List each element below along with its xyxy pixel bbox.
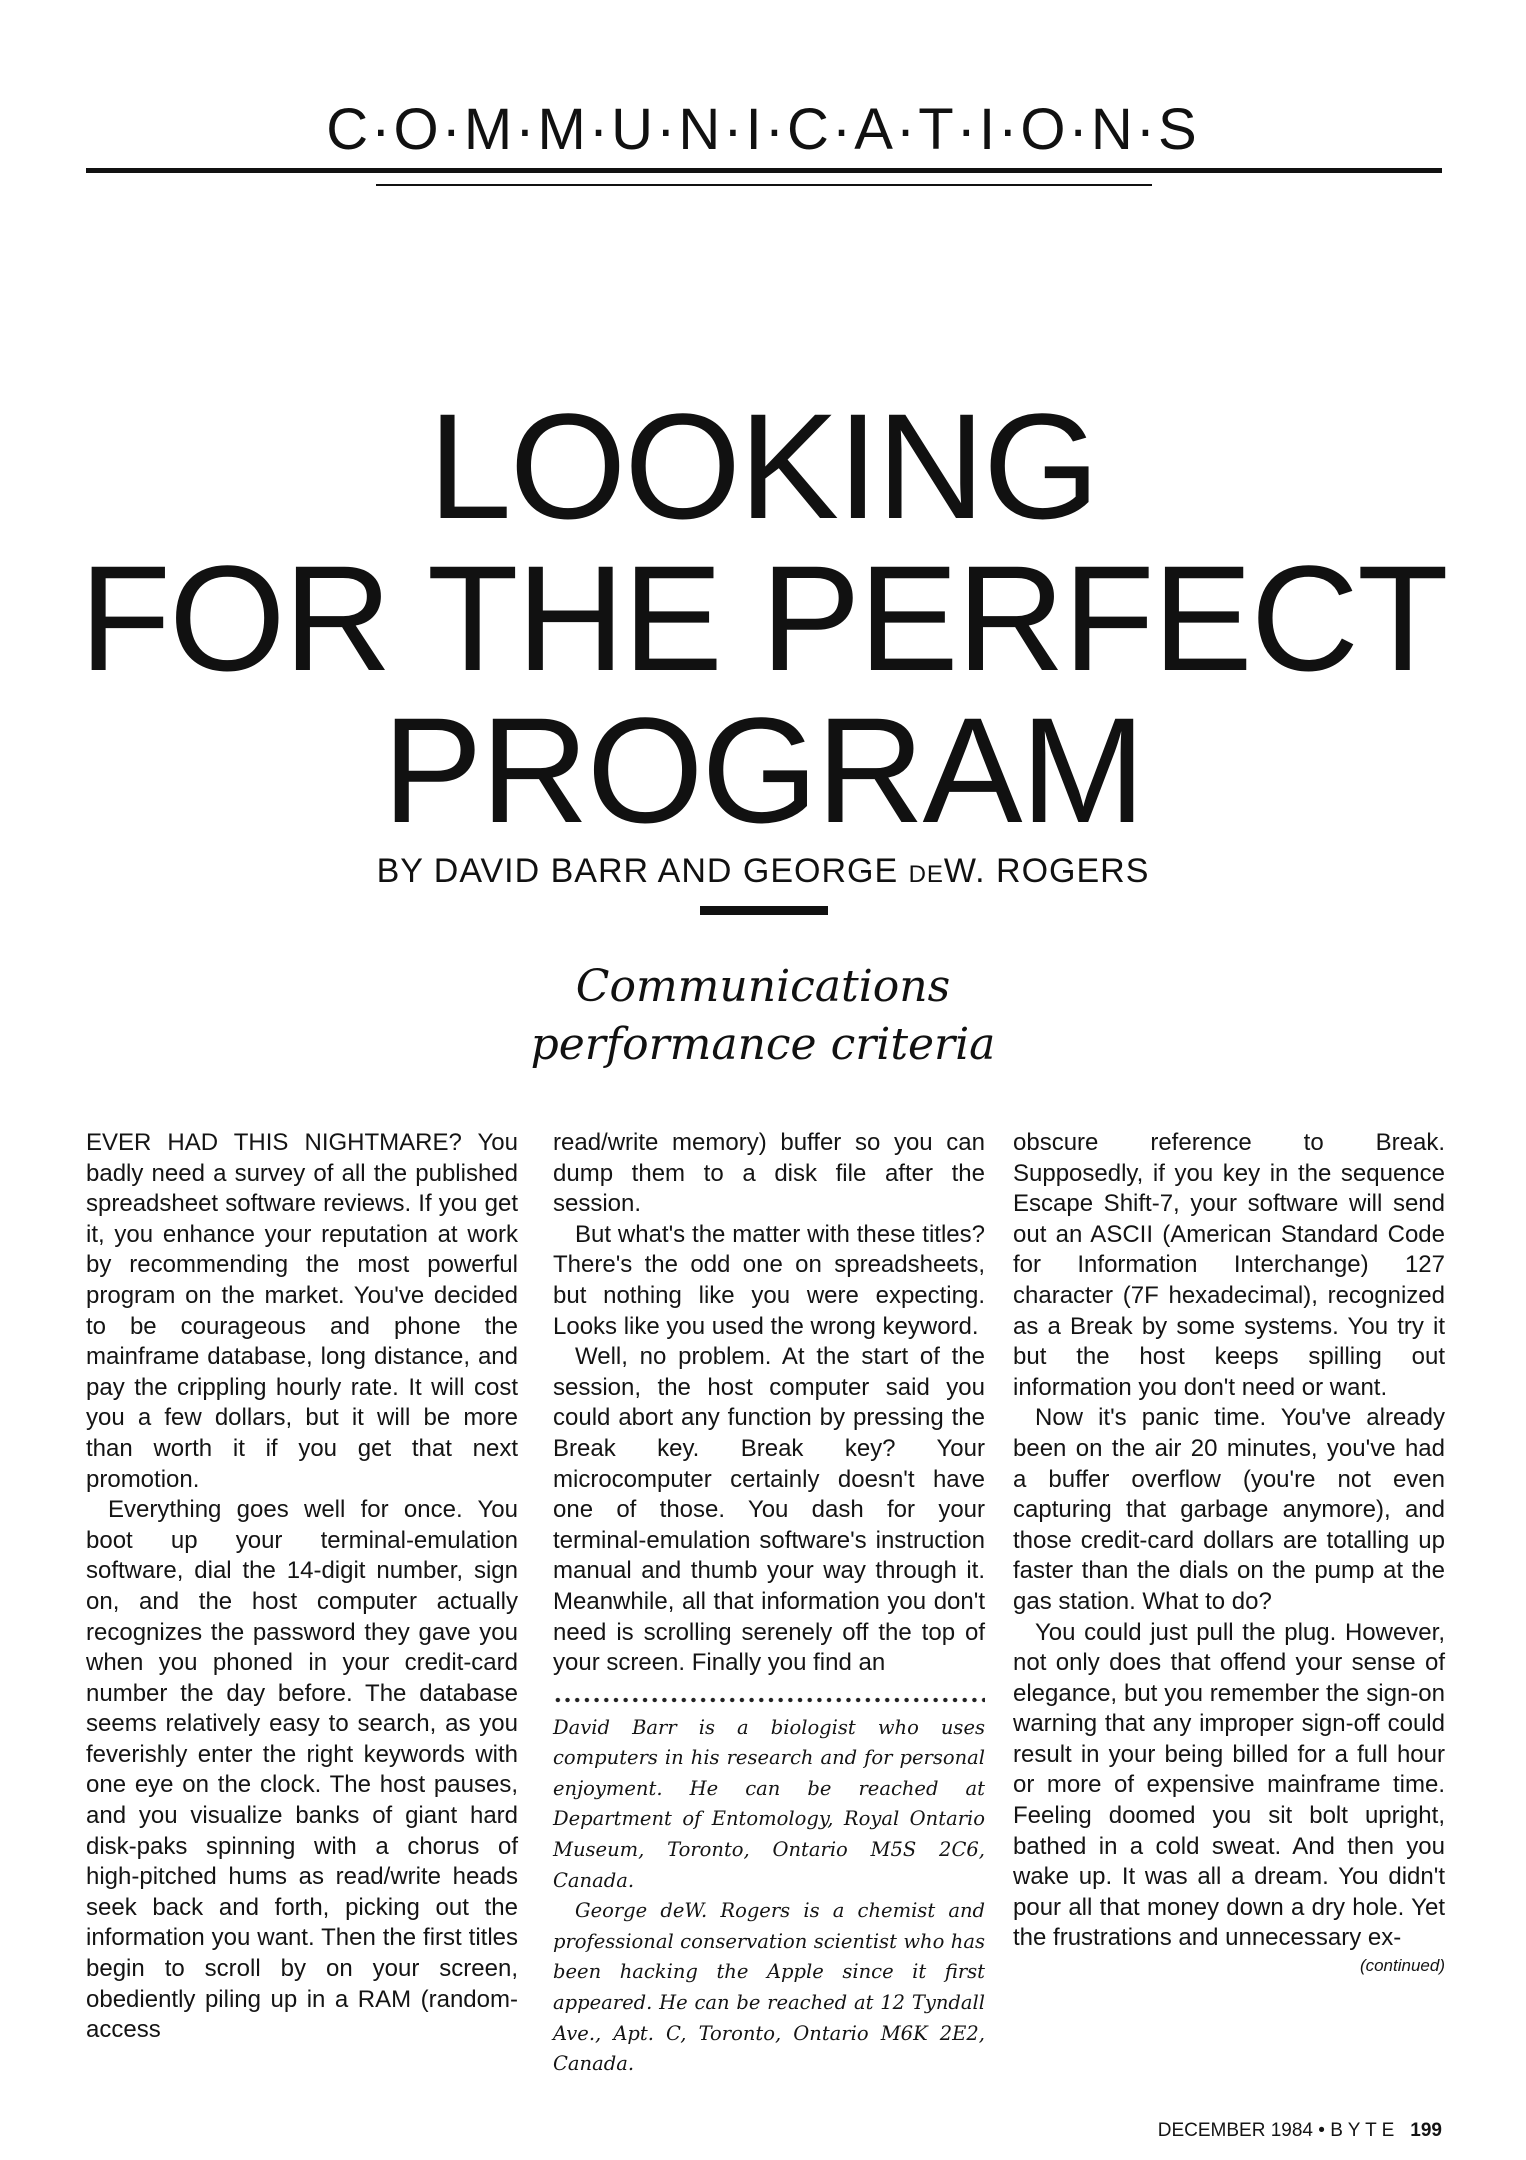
body-column-1 bbox=[86, 1128, 518, 2046]
paragraph: Everything goes well for once. You boot up your terminal-emulation software, dial the 14-digit number, sign on, and the host computer actually recognizes the password they gave you when you phoned in your credit-card number the day before. The database seems relatively easy to search, as you feverishly enter the right keywords with one eye on the clock. The host pauses, and you visualize banks of giant hard disk-paks spinning with a chorus of high-pitched hums as read/write heads seek back and forth, picking out the information you want. Then the first titles begin to scroll by on your screen, obediently piling up in a RAM (random-access bbox=[86, 1496, 518, 2044]
deck-line-1: Communications bbox=[575, 961, 951, 1012]
header-rule-thin bbox=[376, 184, 1152, 186]
paragraph: EVER HAD THIS NIGHTMARE? You badly need a survey of all the published spreadsheet software reviews. If you get it, you enhance your reputation at work by recommending the most powerful program on the market. You've decided to be courageous and phone the mainframe database, long distance, and pay the crippling hourly rate. It will cost you a few dollars, but it will be more than worth it if you get that next promotion. bbox=[86, 1129, 518, 1493]
title-line-1: LOOKING bbox=[428, 382, 1098, 550]
paragraph: But what's the matter with these titles? There's the odd one on spreadsheets, but nothing like you were expecting. Looks like you used the wrong keyword. bbox=[553, 1220, 985, 1340]
paragraph: You could just pull the plug. However, not only does that offend your sense of elegance, but you remember the sign-on warning that any improper sign-off could result in your being billed for a full hour or more of expensive mainframe time. Feeling doomed you sit bolt upright, bathed in a cold sweat. And then you wake up. It was all a dream. You didn't pour all that money down a dry hole. Yet the frustrations and unnecessary ex- bbox=[1013, 1618, 1445, 1952]
article-title bbox=[0, 382, 1526, 854]
author-bio-barr: David Barr is a biologist who uses computers in his research and for personal enjoyment. He can be reached at Department of Entomology, Royal Ontario Museum, Toronto, Ontario M5S 2C6, Canada. bbox=[553, 1715, 985, 1892]
deck-line-2: performance criteria bbox=[530, 1019, 996, 1070]
title-line-3: PROGRAM bbox=[382, 686, 1144, 854]
page-number: 199 bbox=[1410, 2120, 1442, 2141]
section-header: C·O·M·M·U·N·I·C·A·T·I·O·N·S bbox=[326, 97, 1200, 162]
body-column-3 bbox=[1013, 1128, 1445, 1978]
body-column-2 bbox=[553, 1128, 985, 2080]
dotted-separator bbox=[553, 1697, 985, 1703]
header-rule-thick bbox=[86, 168, 1442, 173]
byline-divider bbox=[700, 906, 828, 915]
title-line-2: FOR THE PERFECT bbox=[79, 534, 1447, 702]
paragraph: obscure reference to Break. Supposedly, if you key in the sequence Escape Shift-7, your software will send out an ASCII (American Standard Code for Information Interchange) 127 character (7F hexadecimal), recognized as a Break by some systems. You try it but the host keeps spilling out information you don't need or want. bbox=[1013, 1129, 1445, 1401]
continued-label: (continued) bbox=[1359, 1956, 1445, 1976]
paragraph: Well, no problem. At the start of the session, the host computer said you could abort any function by pressing the Break key. Break key? Your microcomputer certainly doesn't have one of those. You dash for your terminal-emulation software's instruction manual and thumb your way through it. Meanwhile, all that information you don't need is scrolling serenely off the top of your screen. Finally you find an bbox=[553, 1343, 985, 1677]
author-bio-rogers: George deW. Rogers is a chemist and professional conservation scientist who has been hacking the Apple since it first appeared. He can be reached at 12 Tyndall Ave., Apt. C, Toronto, Ontario M6K 2E2, Canada. bbox=[553, 1899, 985, 2076]
page-folio bbox=[1158, 2120, 1442, 2142]
folio-text: DECEMBER 1984 • B Y T E bbox=[1157, 2120, 1395, 2141]
paragraph: Now it's panic time. You've already been on the air 20 minutes, you've had a buffer overflow (you're not even capturing that garbage anymore), and those credit-card dollars are totalling up faster than the dials on the pump at the gas station. What to do? bbox=[1013, 1404, 1445, 1615]
byline: BY DAVID BARR AND GEORGE deW. ROGERS bbox=[376, 852, 1150, 890]
paragraph: read/write memory) buffer so you can dump them to a disk file after the session. bbox=[553, 1129, 985, 1218]
deck bbox=[0, 958, 1526, 1074]
